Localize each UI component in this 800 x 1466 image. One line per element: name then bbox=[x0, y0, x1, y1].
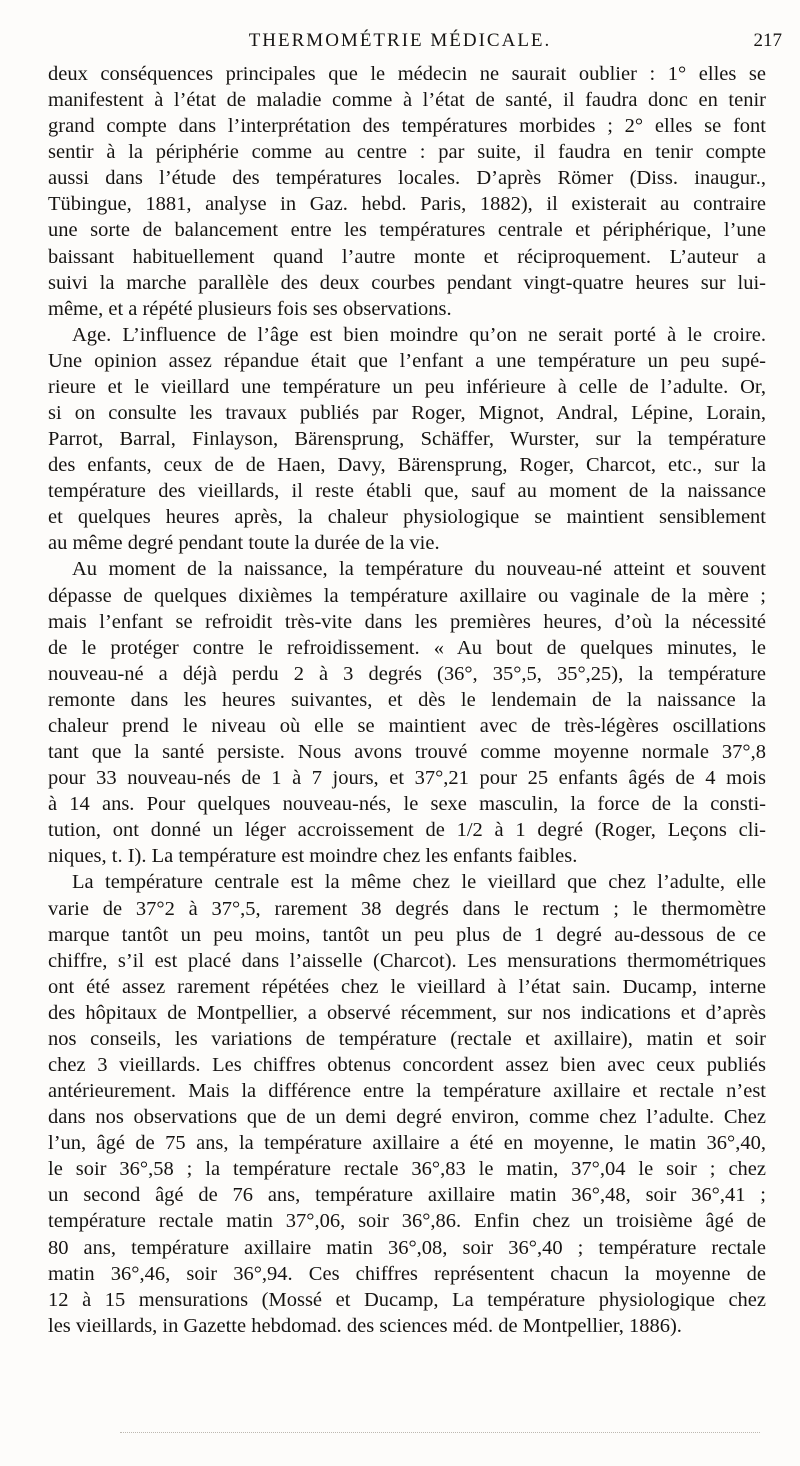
text-line: antérieurement. Mais la différence entre la température axillaire et rectale n’est bbox=[48, 1080, 766, 1103]
text-line: tution, ont donné un léger accroissement de 1/2 à 1 degré (Roger, Leçons cli- bbox=[48, 819, 766, 842]
text-line: même, et a répété plusieurs fois ses observations. bbox=[48, 297, 452, 320]
text-line: température rectale matin 37°,06, soir 36°,86. Enfin chez un troisième âgé de bbox=[48, 1210, 766, 1233]
text-line: matin 36°,46, soir 36°,94. Ces chiffres représentent chacun la moyenne de bbox=[48, 1262, 766, 1285]
text-line: varie de 37°2 à 37°,5, rarement 38 degrés dans le rectum ; le thermomètre bbox=[48, 897, 766, 920]
text-line: manifestent à l’état de maladie comme à l’état de santé, il faudra donc en tenir bbox=[48, 89, 766, 112]
text-line: 80 ans, température axillaire matin 36°,08, soir 36°,40 ; température rectale bbox=[48, 1236, 766, 1259]
body-text bbox=[48, 61, 766, 1339]
running-title: THERMOMÉTRIE MÉDICALE. bbox=[248, 30, 552, 51]
text-line: nouveau-né a déjà perdu 2 à 3 degrés (36°, 35°,5, 35°,25), la température bbox=[48, 662, 766, 685]
page-header bbox=[0, 30, 800, 56]
text-line: l’un, âgé de 75 ans, la température axillaire a été en moyenne, le matin 36°,40, bbox=[48, 1132, 766, 1155]
text-line: Parrot, Barral, Finlayson, Bärensprung, Schäffer, Wurster, sur la température bbox=[48, 428, 766, 451]
text-line: de le protéger contre le refroidissement. « Au bout de quelques minutes, le bbox=[48, 636, 766, 659]
text-line: une sorte de balancement entre les températures centrale et périphérique, l’une bbox=[48, 219, 766, 242]
text-line: suivi la marche parallèle des deux courbes pendant vingt-quatre heures sur lui- bbox=[48, 271, 766, 294]
text-line: Tübingue, 1881, analyse in Gaz. hebd. Paris, 1882), il existerait au contraire bbox=[48, 193, 766, 216]
text-line: et quelques heures après, la chaleur physiologique se maintient sensiblement bbox=[48, 506, 766, 529]
text-line: des hôpitaux de Montpellier, a observé récemment, sur nos indications et d’après bbox=[48, 1001, 766, 1024]
text-line: chez 3 vieillards. Les chiffres obtenus concordent assez bien avec ceux publiés bbox=[48, 1053, 766, 1076]
text-line: à 14 ans. Pour quelques nouveau-nés, le sexe masculin, la force de la consti- bbox=[48, 793, 766, 816]
text-line: marque tantôt un peu moins, tantôt un peu plus de 1 degré au-dessous de ce bbox=[48, 923, 766, 946]
text-line: le soir 36°,58 ; la température rectale 36°,83 le matin, 37°,04 le soir ; chez bbox=[48, 1158, 766, 1181]
text-line: au même degré pendant toute la durée de la vie. bbox=[48, 532, 440, 555]
text-line: aussi dans l’étude des températures locales. D’après Römer (Diss. inaugur., bbox=[48, 167, 766, 190]
text-line: tant que la santé persiste. Nous avons trouvé comme moyenne normale 37°,8 bbox=[48, 741, 766, 764]
text-line: Age. L’influence de l’âge est bien moindre qu’on ne serait porté à le croire. bbox=[72, 323, 766, 346]
text-line: ont été assez rarement répétées chez le vieillard à l’état sain. Ducamp, interne bbox=[48, 975, 766, 998]
text-line: Au moment de la naissance, la température du nouveau-né atteint et souvent bbox=[72, 558, 766, 581]
text-line: 12 à 15 mensurations (Mossé et Ducamp, La température physiologique chez bbox=[48, 1288, 766, 1311]
text-line: rieure et le vieillard une température un peu inférieure à celle de l’adulte. Or, bbox=[48, 375, 766, 398]
text-line: grand compte dans l’interprétation des températures morbides ; 2° elles se font bbox=[48, 115, 766, 138]
text-line: deux conséquences principales que le médecin ne saurait oublier : 1° elles se bbox=[48, 63, 766, 85]
text-line: un second âgé de 76 ans, température axillaire matin 36°,48, soir 36°,41 ; bbox=[48, 1184, 766, 1207]
text-line: nos conseils, les variations de température (rectale et axillaire), matin et soir bbox=[48, 1027, 766, 1050]
text-line: remonte dans les heures suivantes, et dès le lendemain de la naissance la bbox=[48, 688, 766, 711]
text-line: mais l’enfant se refroidit très-vite dans les premières heures, d’où la nécessité bbox=[48, 610, 766, 633]
text-line: dans nos observations que de un demi degré environ, comme chez l’adulte. Chez bbox=[48, 1106, 766, 1129]
text-line: niques, t. I). La température est moindre chez les enfants faibles. bbox=[48, 845, 578, 868]
text-line: des enfants, ceux de de Haen, Davy, Bärensprung, Roger, Charcot, etc., sur la bbox=[48, 454, 766, 477]
text-line: température des vieillards, il reste établi que, sauf au moment de la naissance bbox=[48, 480, 766, 503]
text-line: dépasse de quelques dixièmes la température axillaire ou vaginale de la mère ; bbox=[48, 584, 766, 607]
text-line: sentir à la périphérie comme au centre : par suite, il faudra en tenir compte bbox=[48, 141, 766, 164]
text-line: si on consulte les travaux publiés par Roger, Mignot, Andral, Lépine, Lorain, bbox=[48, 402, 766, 425]
page-number: 217 bbox=[753, 30, 782, 51]
text-line: les vieillards, in Gazette hebdomad. des sciences méd. de Montpellier, 1886). bbox=[48, 1314, 682, 1337]
text-line: chiffre, s’il est placé dans l’aisselle (Charcot). Les mensurations thermométriques bbox=[48, 949, 766, 972]
text-line: chaleur prend le niveau où elle se maintient avec de très-légères oscillations bbox=[48, 714, 766, 737]
text-line: baissant habituellement quand l’autre monte et réciproquement. L’auteur a bbox=[48, 245, 766, 268]
bottom-rule bbox=[120, 1432, 760, 1433]
text-line: Une opinion assez répandue était que l’enfant a une température un peu supé- bbox=[48, 349, 766, 372]
text-line: La température centrale est la même chez le vieillard que chez l’adulte, elle bbox=[72, 871, 766, 894]
text-line: pour 33 nouveau-nés de 1 à 7 jours, et 37°,21 pour 25 enfants âgés de 4 mois bbox=[48, 767, 766, 790]
